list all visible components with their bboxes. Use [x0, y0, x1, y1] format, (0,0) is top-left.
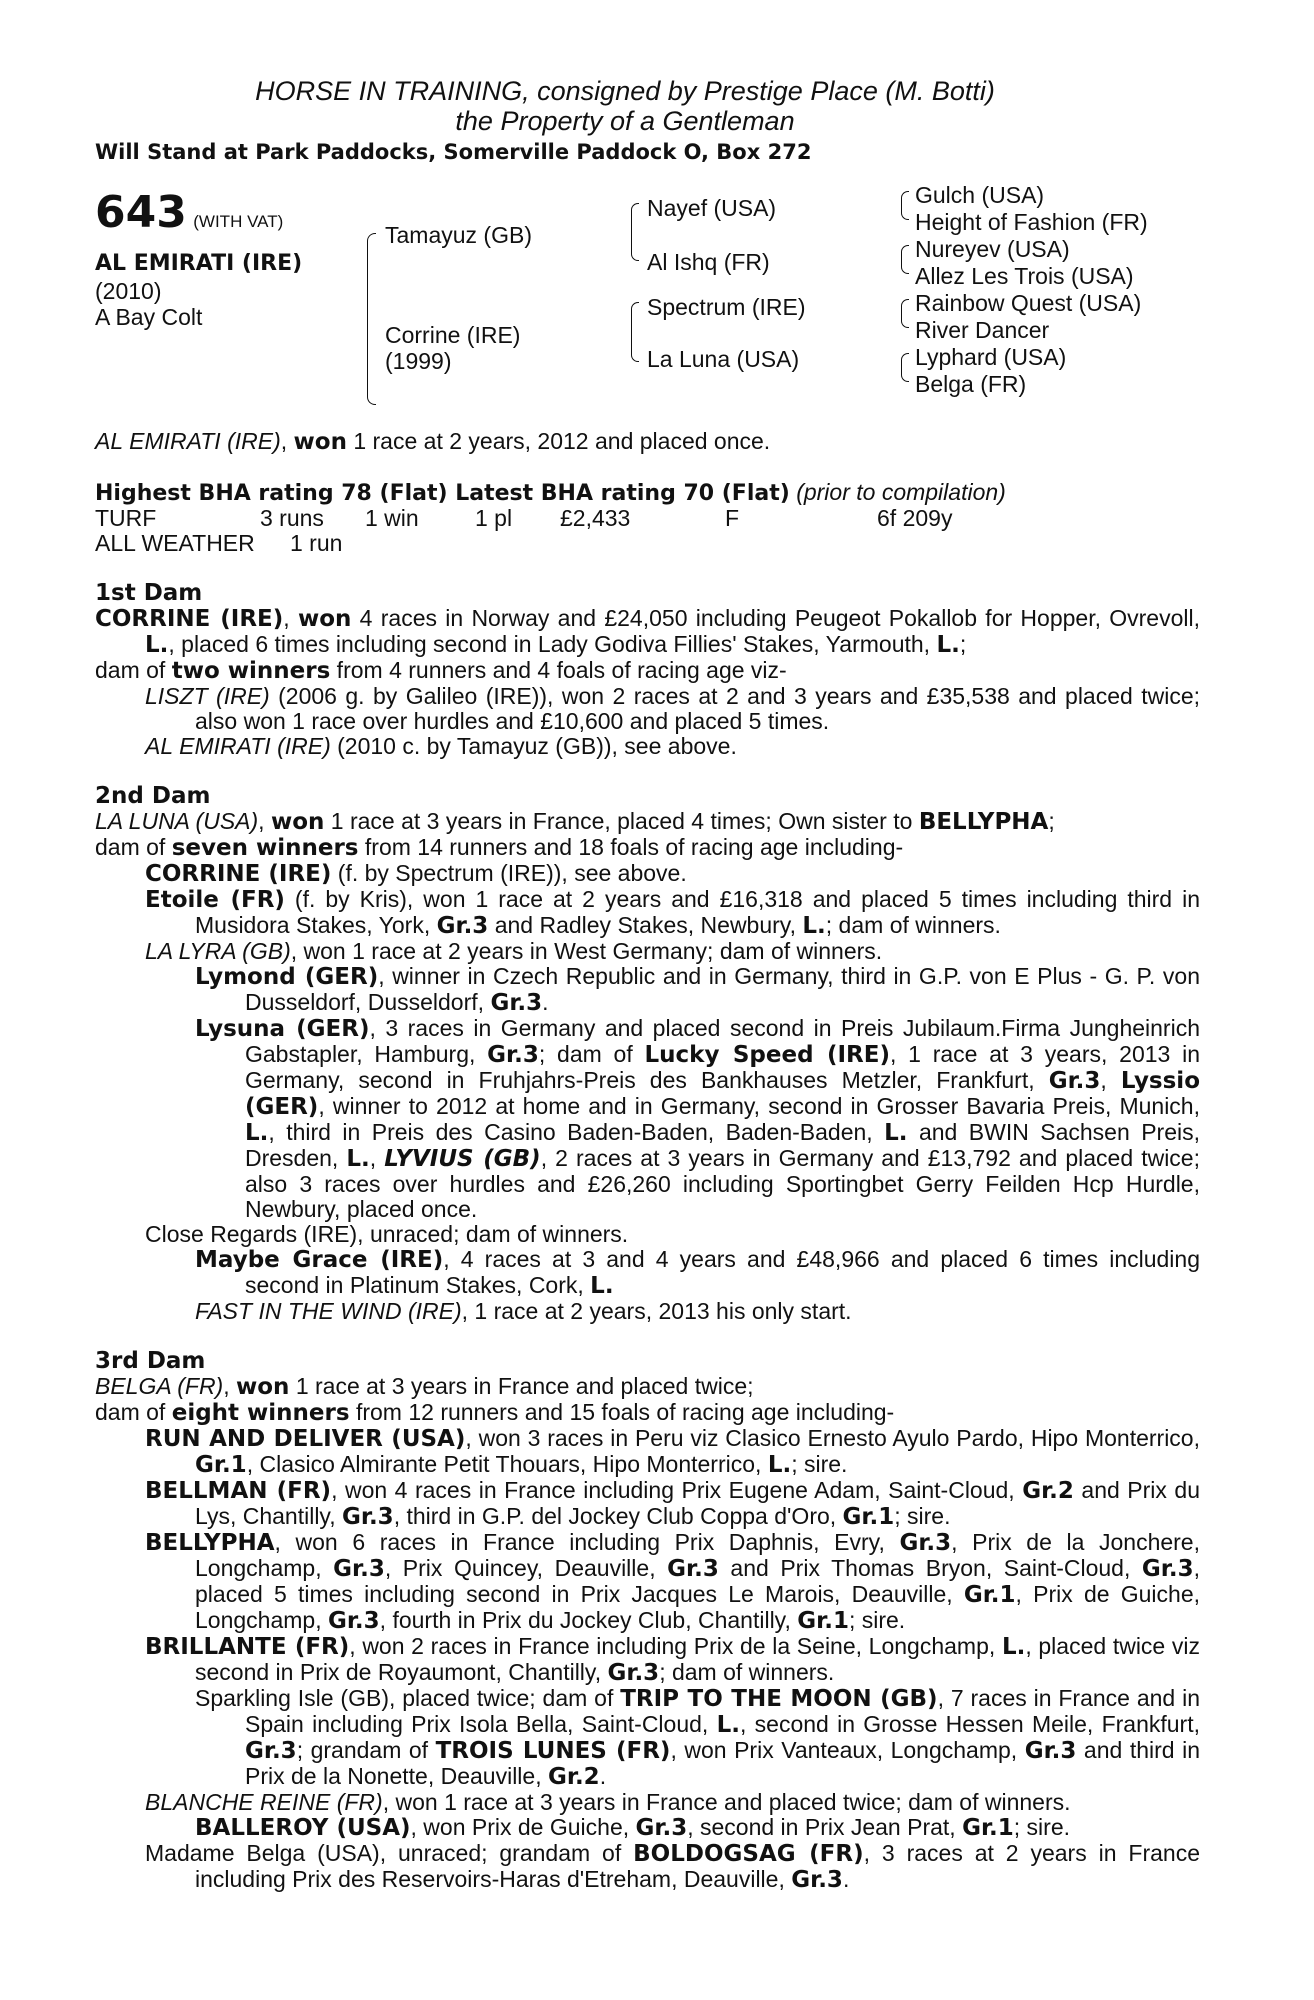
run-and-deliver-entry: RUN AND DELIVER (USA), won 3 races in Peru viz Clasico Ernesto Ayulo Pardo, Hipo Monterrico, Gr.1, Clasico Almirante Petit Thouars, Hipo Monterrico, L.; sire. — [145, 1425, 1200, 1478]
third-dam-heading: 3rd Dam — [95, 1348, 206, 1374]
consignor-line: HORSE IN TRAINING, consigned by Prestige Place (M. Botti) — [255, 76, 995, 106]
property-line: the Property of a Gentleman — [455, 106, 795, 136]
corrine-produce-entry: CORRINE (IRE) (f. by Spectrum (IRE)), see above. — [145, 860, 687, 887]
rating-title: Highest BHA rating 78 (Flat) Latest BHA rating 70 (Flat) — [95, 481, 790, 506]
al-emirati-entry: AL EMIRATI (IRE) (2010 c. by Tamayuz (GB)), see above. — [145, 733, 737, 759]
horse-description: A Bay Colt — [95, 304, 203, 330]
gen3-1: Nayef (USA) — [647, 195, 777, 221]
second-dam-produce: dam of seven winners from 14 runners and 18 foals of racing age including- — [95, 834, 904, 861]
turf-record: TURF 3 runs 1 win 1 pl £2,433 F 6f 209y — [95, 505, 953, 531]
stand-line: Will Stand at Park Paddocks, Somerville Paddock O, Box 272 — [95, 140, 812, 164]
sire-dam-bracket — [367, 233, 376, 405]
gen4-bracket-1 — [901, 191, 909, 220]
gen4-bracket-3 — [901, 299, 909, 328]
bellman-entry: BELLMAN (FR), won 4 races in France including Prix Eugene Adam, Saint-Cloud, Gr.2 and Prix du Lys, Chantilly, Gr.3, third in G.P. del Jockey Club Coppa d'Oro, Gr.1; sire. — [145, 1477, 1200, 1530]
gen4-4: Allez Les Trois (USA) — [915, 263, 1134, 289]
bellypha-entry: BELLYPHA, won 6 races in France including Prix Daphnis, Evry, Gr.3, Prix de la Jonchere, Longchamp, Gr.3, Prix Quincey, Deauville, Gr.3 and Prix Thomas Bryon, Saint-Cloud, Gr.3, placed 5 times including second in Prix Jacques Le Marois, Deauville, Gr.1, Prix de Guiche, Longchamp, Gr.3, fourth in Prix du Jockey Club, Chantilly, Gr.1; sire. — [145, 1529, 1200, 1634]
pedigree-table — [95, 183, 1200, 443]
rating-section — [95, 480, 1200, 556]
balleroy-entry: BALLEROY (USA), won Prix de Guiche, Gr.3, second in Prix Jean Prat, Gr.1; sire. — [195, 1814, 1070, 1841]
all-weather-record: ALL WEATHER 1 run — [95, 530, 343, 556]
gen3-2: Al Ishq (FR) — [647, 249, 770, 275]
gen3-3: Spectrum (IRE) — [647, 294, 806, 320]
gen4-5: Rainbow Quest (USA) — [915, 290, 1142, 316]
close-regards-entry: Close Regards (IRE), unraced; dam of winners. — [145, 1221, 629, 1247]
lot-number: 643 — [95, 187, 187, 238]
gen4-6: River Dancer — [915, 317, 1050, 343]
gen4-7: Lyphard (USA) — [915, 344, 1067, 370]
corrine-entry: CORRINE (IRE), won 4 races in Norway and £24,050 including Peugeot Pokallob for Hopper, Ovrevoll, L., placed 6 times including second in Lady Godiva Fillies' Stakes, Yarmouth, L.; — [95, 605, 1200, 658]
gen4-8: Belga (FR) — [915, 371, 1027, 397]
lymond-entry: Lymond (GER), winner in Czech Republic and in Germany, third in G.P. von E Plus - G. P. von Dusseldorf, Dusseldorf, Gr.3. — [195, 963, 1200, 1016]
third-dam-produce: dam of eight winners from 12 runners and 15 foals of racing age including- — [95, 1399, 895, 1426]
second-dam-section — [95, 784, 1200, 1324]
vat-label: (WITH VAT) — [193, 212, 284, 231]
third-dam-section — [95, 1349, 1200, 1893]
lysuna-entry: Lysuna (GER), 3 races in Germany and placed second in Preis Jubilaum.Firma Jungheinrich Gabstapler, Hamburg, Gr.3; dam of Lucky Speed (IRE), 1 race at 3 years, 2013 in Germany, second in Fruhjahrs-Preis des Bankhauses Metzler, Frankfurt, Gr.3, Lyssio (GER), winner to 2012 at home and in Germany, second in Grosser Bavaria Preis, Munich, L., third in Preis des Casino Baden-Baden, Baden-Baden, L. and BWIN Sachsen Preis, Dresden, L., LYVIUS (GB), 2 races at 3 years in Germany and £13,792 and placed twice; also 3 races over hurdles and £26,260 including Sportingbet Gerry Feilden Hcp Hurdle, Newbury, placed once. — [195, 1015, 1200, 1222]
madame-belga-entry: Madame Belga (USA), unraced; grandam of BOLDOGSAG (FR), 3 races at 2 years in France including Prix des Reservoirs-Haras d'Etreham, Deauville, Gr.3. — [145, 1840, 1200, 1893]
gen4-3: Nureyev (USA) — [915, 236, 1070, 262]
sparkling-isle-entry: Sparkling Isle (GB), placed twice; dam of TRIP TO THE MOON (GB), 7 races in France and in Spain including Prix Isola Bella, Saint-Cloud, L., second in Grosse Hessen Meile, Frankfurt, Gr.3; grandam of TROIS LUNES (FR), won Prix Vanteaux, Longchamp, Gr.3 and third in Prix de la Nonette, Deauville, Gr.2. — [195, 1685, 1200, 1790]
sire-parents-bracket — [631, 203, 639, 261]
race-summary: AL EMIRATI (IRE), won 1 race at 2 years, 2012 and placed once. — [95, 428, 771, 455]
gen4-bracket-2 — [901, 245, 909, 274]
first-dam-produce: dam of two winners from 4 runners and 4 foals of racing age viz- — [95, 657, 787, 684]
belga-entry: BELGA (FR), won 1 race at 3 years in France and placed twice; — [95, 1373, 754, 1400]
la-luna-entry: LA LUNA (USA), won 1 race at 3 years in France, placed 4 times; Own sister to BELLYPHA; — [95, 808, 1055, 835]
sire-name: Tamayuz (GB) — [385, 222, 532, 248]
second-dam-heading: 2nd Dam — [95, 783, 211, 809]
maybe-grace-entry: Maybe Grace (IRE), 4 races at 3 and 4 years and £48,966 and placed 6 times including second in Platinum Stakes, Cork, L. — [195, 1246, 1201, 1299]
dam-year: (1999) — [385, 348, 452, 374]
gen4-2: Height of Fashion (FR) — [915, 209, 1148, 235]
rating-note: (prior to compilation) — [796, 479, 1006, 505]
fast-in-the-wind-entry: FAST IN THE WIND (IRE), 1 race at 2 years, 2013 his only start. — [195, 1298, 852, 1324]
horse-year: (2010) — [95, 278, 162, 304]
first-dam-heading: 1st Dam — [95, 580, 203, 606]
liszt-entry: LISZT (IRE) (2006 g. by Galileo (IRE)), won 2 races at 2 and 3 years and £35,538 and placed twice; also won 1 race over hurdles and £10,600 and placed 5 times. — [145, 683, 1201, 734]
dam-name: Corrine (IRE) — [385, 322, 521, 348]
gen4-bracket-4 — [901, 353, 909, 382]
dam-parents-bracket — [631, 302, 639, 362]
gen3-4: La Luna (USA) — [647, 346, 800, 372]
lot-number-line — [95, 189, 283, 237]
gen4-1: Gulch (USA) — [915, 182, 1045, 208]
la-lyra-entry: LA LYRA (GB), won 1 race at 2 years in West Germany; dam of winners. — [145, 938, 883, 964]
blanche-reine-entry: BLANCHE REINE (FR), won 1 race at 3 years in France and placed twice; dam of winners. — [145, 1789, 1071, 1815]
etoile-entry: Etoile (FR) (f. by Kris), won 1 race at 2 years and £16,318 and placed 5 times including third in Musidora Stakes, York, Gr.3 and Radley Stakes, Newbury, L.; dam of winners. — [145, 886, 1200, 939]
brillante-entry: BRILLANTE (FR), won 2 races in France including Prix de la Seine, Longchamp, L., placed twice viz second in Prix de Royaumont, Chantilly, Gr.3; dam of winners. — [145, 1633, 1200, 1686]
horse-name: AL EMIRATI (IRE) — [95, 251, 303, 276]
first-dam-section — [95, 581, 1200, 759]
catalogue-page — [95, 76, 1200, 1893]
